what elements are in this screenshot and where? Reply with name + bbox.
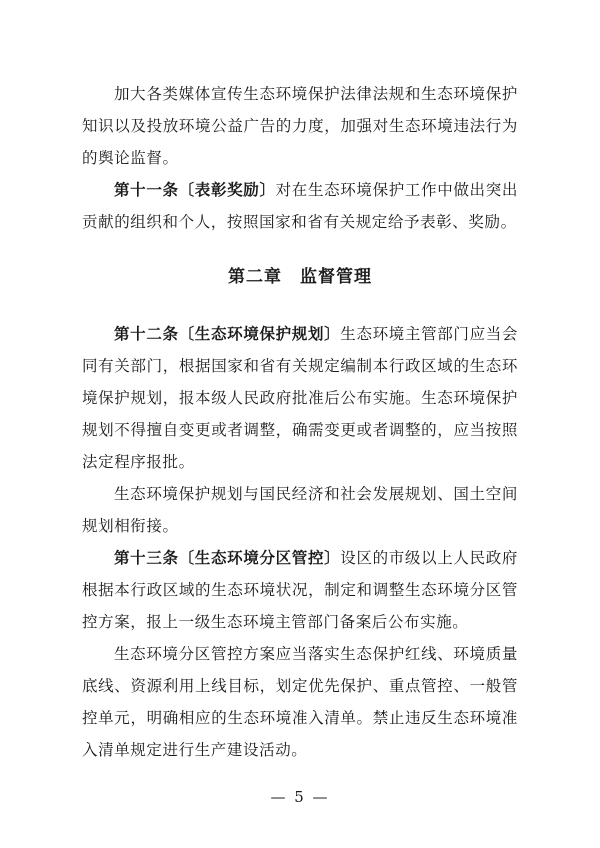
- paragraph-media-publicity: [82, 78, 518, 174]
- article-13: [82, 542, 518, 638]
- paragraph-text: 生态环境保护规划与国民经济和社会发展规划、国土空间规划相衔接。: [82, 485, 518, 535]
- paragraph-planning-alignment: [82, 478, 518, 542]
- article-11-title: 第十一条〔表彰奖励〕: [114, 181, 276, 199]
- article-11-text: 对在生态环境保护工作中做出突出贡献的组织和个人，按照国家和省有关规定给予表彰、奖励。: [82, 181, 518, 231]
- article-13-title: 第十三条〔生态环境分区管控〕: [114, 549, 341, 567]
- page-number: — 5 —: [270, 788, 330, 806]
- paragraph-text: 生态环境分区管控方案应当落实生态保护红线、环境质量底线、资源利用上线目标，划定优先保护、重点管控、一般管控单元，明确相应的生态环境准入清单。禁止违反生态环境准入清单规定进行生产建设活动。: [82, 645, 518, 759]
- article-11: [82, 174, 518, 238]
- article-13-text: 设区的市级以上人民政府根据本行政区域的生态环境状况，制定和调整生态环境分区管控方案，报上一级生态环境主管部门备案后公布实施。: [82, 549, 519, 631]
- article-12-text: 生态环境主管部门应当会同有关部门，根据国家和省有关规定编制本行政区域的生态环境保护规划，报本级人民政府批准后公布实施。生态环境保护规划不得擅自变更或者调整，确需变更或者调整的，应当按照法定程序报批。: [82, 325, 519, 471]
- paragraph-text: 加大各类媒体宣传生态环境保护法律法规和生态环境保护知识以及投放环境公益广告的力度，加强对生态环境违法行为的舆论监督。: [82, 85, 518, 167]
- article-12: [82, 318, 518, 478]
- article-12-title: 第十二条〔生态环境保护规划〕: [114, 325, 341, 343]
- paragraph-zoning-plan: [82, 638, 518, 766]
- chapter-heading: 第二章 监督管理: [228, 267, 372, 287]
